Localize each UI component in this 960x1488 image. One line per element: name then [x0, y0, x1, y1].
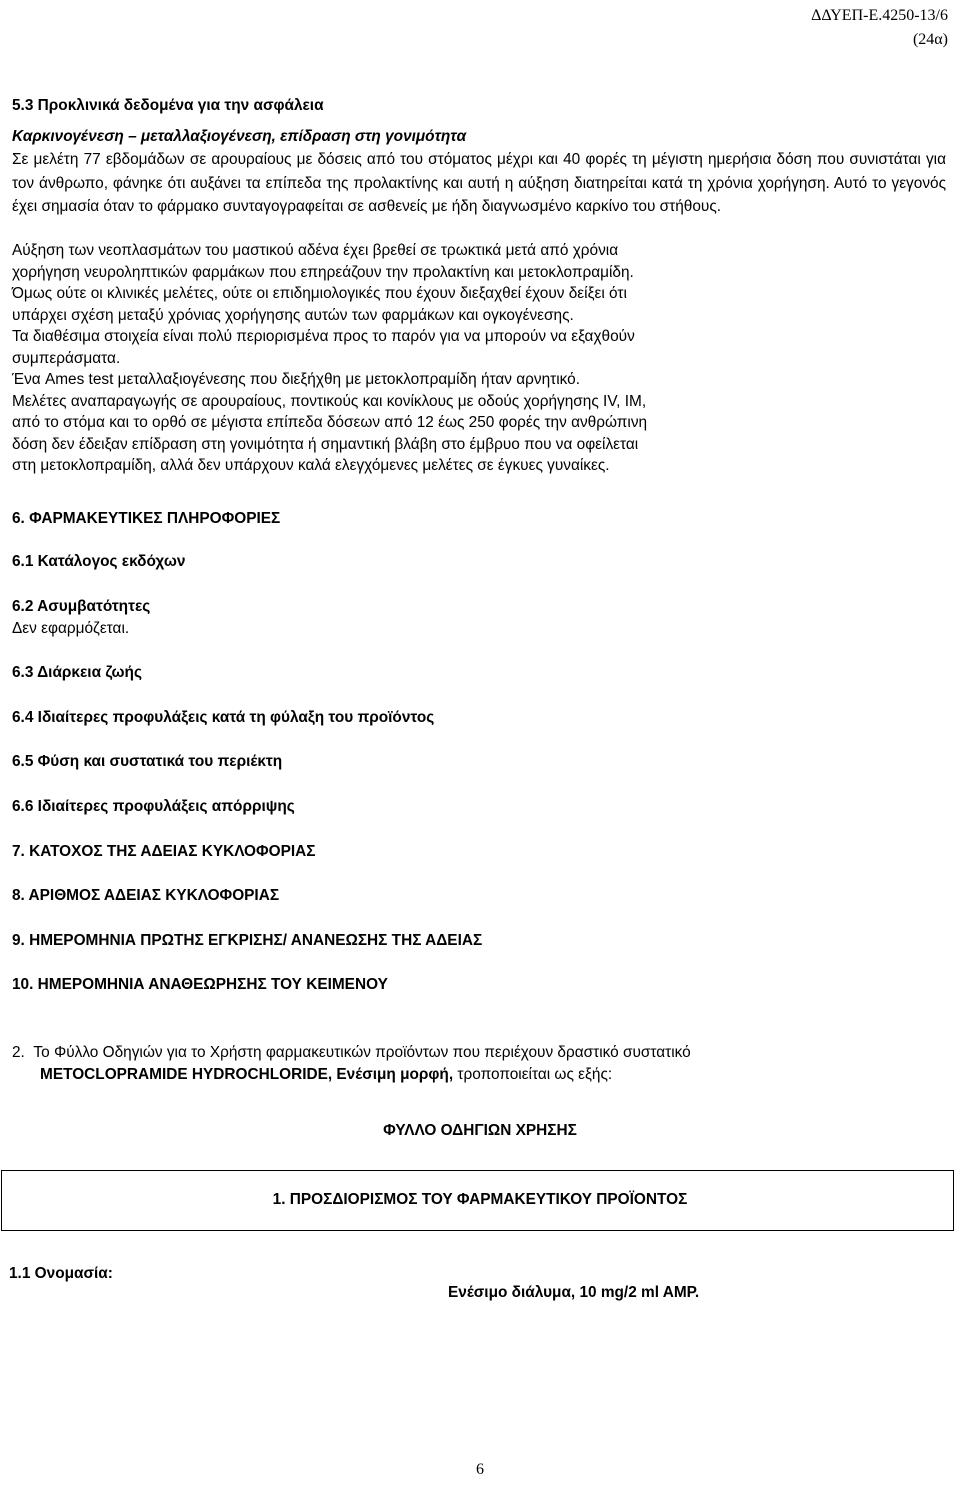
heading-6-4: 6.4 Ιδιαίτερες προφυλάξεις κατά τη φύλαξη του προϊόντος: [12, 709, 435, 726]
text-line: συμπεράσματα.: [12, 349, 121, 367]
section-5-3-subtitle: Καρκινογένεση – μεταλλαξιογένεση, επίδραση στη γονιμότητα: [12, 128, 467, 145]
text-line: Όμως ούτε οι κλινικές μελέτες, ούτε οι επιδημιολογικές που έχουν διεξαχθεί έχουν δείξει ότι: [12, 285, 627, 302]
document-code: ΔΔΥΕΠ-Ε.4250-13/6: [811, 7, 948, 24]
heading-7: 7. ΚΑΤΟΧΟΣ ΤΗΣ ΑΔΕΙΑΣ ΚΥΚΛΟΦΟΡΙΑΣ: [12, 843, 316, 860]
leaflet-title: ΦΥΛΛΟ ΟΔΗΓΙΩΝ ΧΡΗΣΗΣ: [383, 1122, 577, 1139]
page-number: 6: [476, 1461, 484, 1478]
text-line: χορήγηση νευροληπτικών φαρμάκων που επηρεάζουν την προλακτίνη και μετοκλοπραμίδη.: [12, 263, 634, 281]
document-code-sub: (24α): [912, 31, 948, 48]
text-line: Τα διαθέσιμα στοιχεία είναι πολύ περιορισμένα προς το παρόν για να μπορούν να εξαχθούν: [12, 328, 635, 345]
text-line: στη μετοκλοπραμίδη, αλλά δεν υπάρχουν καλά ελεγχόμενες μελέτες σε έγκυες γυναίκες.: [12, 457, 610, 474]
heading-6-5: 6.5 Φύση και συστατικά του περιέκτη: [12, 753, 283, 770]
item-2-line-1: [12, 1042, 946, 1064]
heading-6: 6. ΦΑΡΜΑΚΕΥΤΙΚΕΣ ΠΛΗΡΟΦΟΡΙΕΣ: [12, 510, 281, 527]
text-line: Ένα Ames test μεταλλαξιογένεσης που διεξήχθη με μετοκλοπραμίδη ήταν αρνητικό.: [12, 371, 580, 388]
item-2-text: Το Φύλλο Οδηγιών για το Χρήστη φαρμακευτικών προϊόντων που περιέχουν δραστικό συστατικό: [33, 1044, 691, 1061]
name-label: 1.1 Ονομασία:: [9, 1265, 113, 1282]
box-title: 1. ΠΡΟΣΔΙΟΡΙΣΜΟΣ ΤΟΥ ΦΑΡΜΑΚΕΥΤΙΚΟΥ ΠΡΟΪΟΝΤΟΣ: [272, 1191, 688, 1208]
item-2-tail: τροποποιείται ως εξής:: [453, 1066, 613, 1083]
active-substance: METOCLOPRAMIDE HYDROCHLORIDE, Ενέσιμη μορφή,: [40, 1066, 454, 1083]
text-line: Αύξηση των νεοπλασμάτων του μαστικού αδένα έχει βρεθεί σε τρωκτικά μετά από χρόνια: [12, 242, 619, 259]
heading-8: 8. ΑΡΙΘΜΟΣ ΑΔΕΙΑΣ ΚΥΚΛΟΦΟΡΙΑΣ: [12, 887, 280, 904]
text-line: Μελέτες αναπαραγωγής σε αρουραίους, ποντικούς και κονίκλους με οδούς χορήγησης IV, IM,: [12, 392, 647, 410]
heading-6-6: 6.6 Ιδιαίτερες προφυλάξεις απόρριψης: [12, 798, 295, 815]
item-2: [12, 1042, 946, 1086]
text-line: υπάρχει σχέση μεταξύ χρόνιας χορήγησης αυτών των φαρμάκων και ογκογένεσης.: [12, 306, 574, 324]
paragraph-neoplasms: [12, 240, 946, 477]
item-2-line-2: [12, 1064, 946, 1086]
paragraph-carcinogenesis: Σε μελέτη 77 εβδομάδων σε αρουραίους με δόσεις από του στόματος μέχρι και 40 φορές τη μέγιστη ημερήσια δόση που συνιστάται για τον άνθρωπο, φάνηκε ότι αυξάνει τα επίπεδα της προλακτίνης και αυτή η αύξηση διατηρείται κατά τη χρόνια χορήγηση. Αυτό το γεγονός έχει σημασία όταν το φάρμακο συνταγογραφείται σε ασθενείς με ήδη διαγνωσμένο καρκίνο του στήθους.: [12, 151, 946, 215]
heading-6-2: 6.2 Ασυμβατότητες: [12, 598, 151, 615]
text-line: από το στόμα και το ορθό σε μέγιστα επίπεδα δόσεων από 12 έως 250 φορές την ανθρώπινη: [12, 414, 648, 431]
section-5-3-title: 5.3 Προκλινικά δεδομένα για την ασφάλεια: [12, 97, 324, 114]
heading-6-2-text: Δεν εφαρμόζεται.: [12, 620, 130, 637]
heading-10: 10. ΗΜΕΡΟΜΗΝΙΑ ΑΝΑΘΕΩΡΗΣΗΣ ΤΟΥ ΚΕΙΜΕΝΟΥ: [12, 976, 388, 993]
text-line: δόση δεν έδειξαν επίδραση στη γονιμότητα ή σημαντική βλάβη στο έμβρυο που να οφείλεται: [12, 435, 639, 453]
name-value: Ενέσιμο διάλυμα, 10 mg/2 ml AMP.: [448, 1284, 700, 1301]
heading-6-3: 6.3 Διάρκεια ζωής: [12, 664, 142, 681]
item-2-number: 2.: [12, 1044, 25, 1061]
heading-6-1: 6.1 Κατάλογος εκδόχων: [12, 553, 186, 570]
heading-9: 9. ΗΜΕΡΟΜΗΝΙΑ ΠΡΩΤΗΣ ΕΓΚΡΙΣΗΣ/ ΑΝΑΝΕΩΣΗΣ ΤΗΣ ΑΔΕΙΑΣ: [12, 932, 483, 949]
